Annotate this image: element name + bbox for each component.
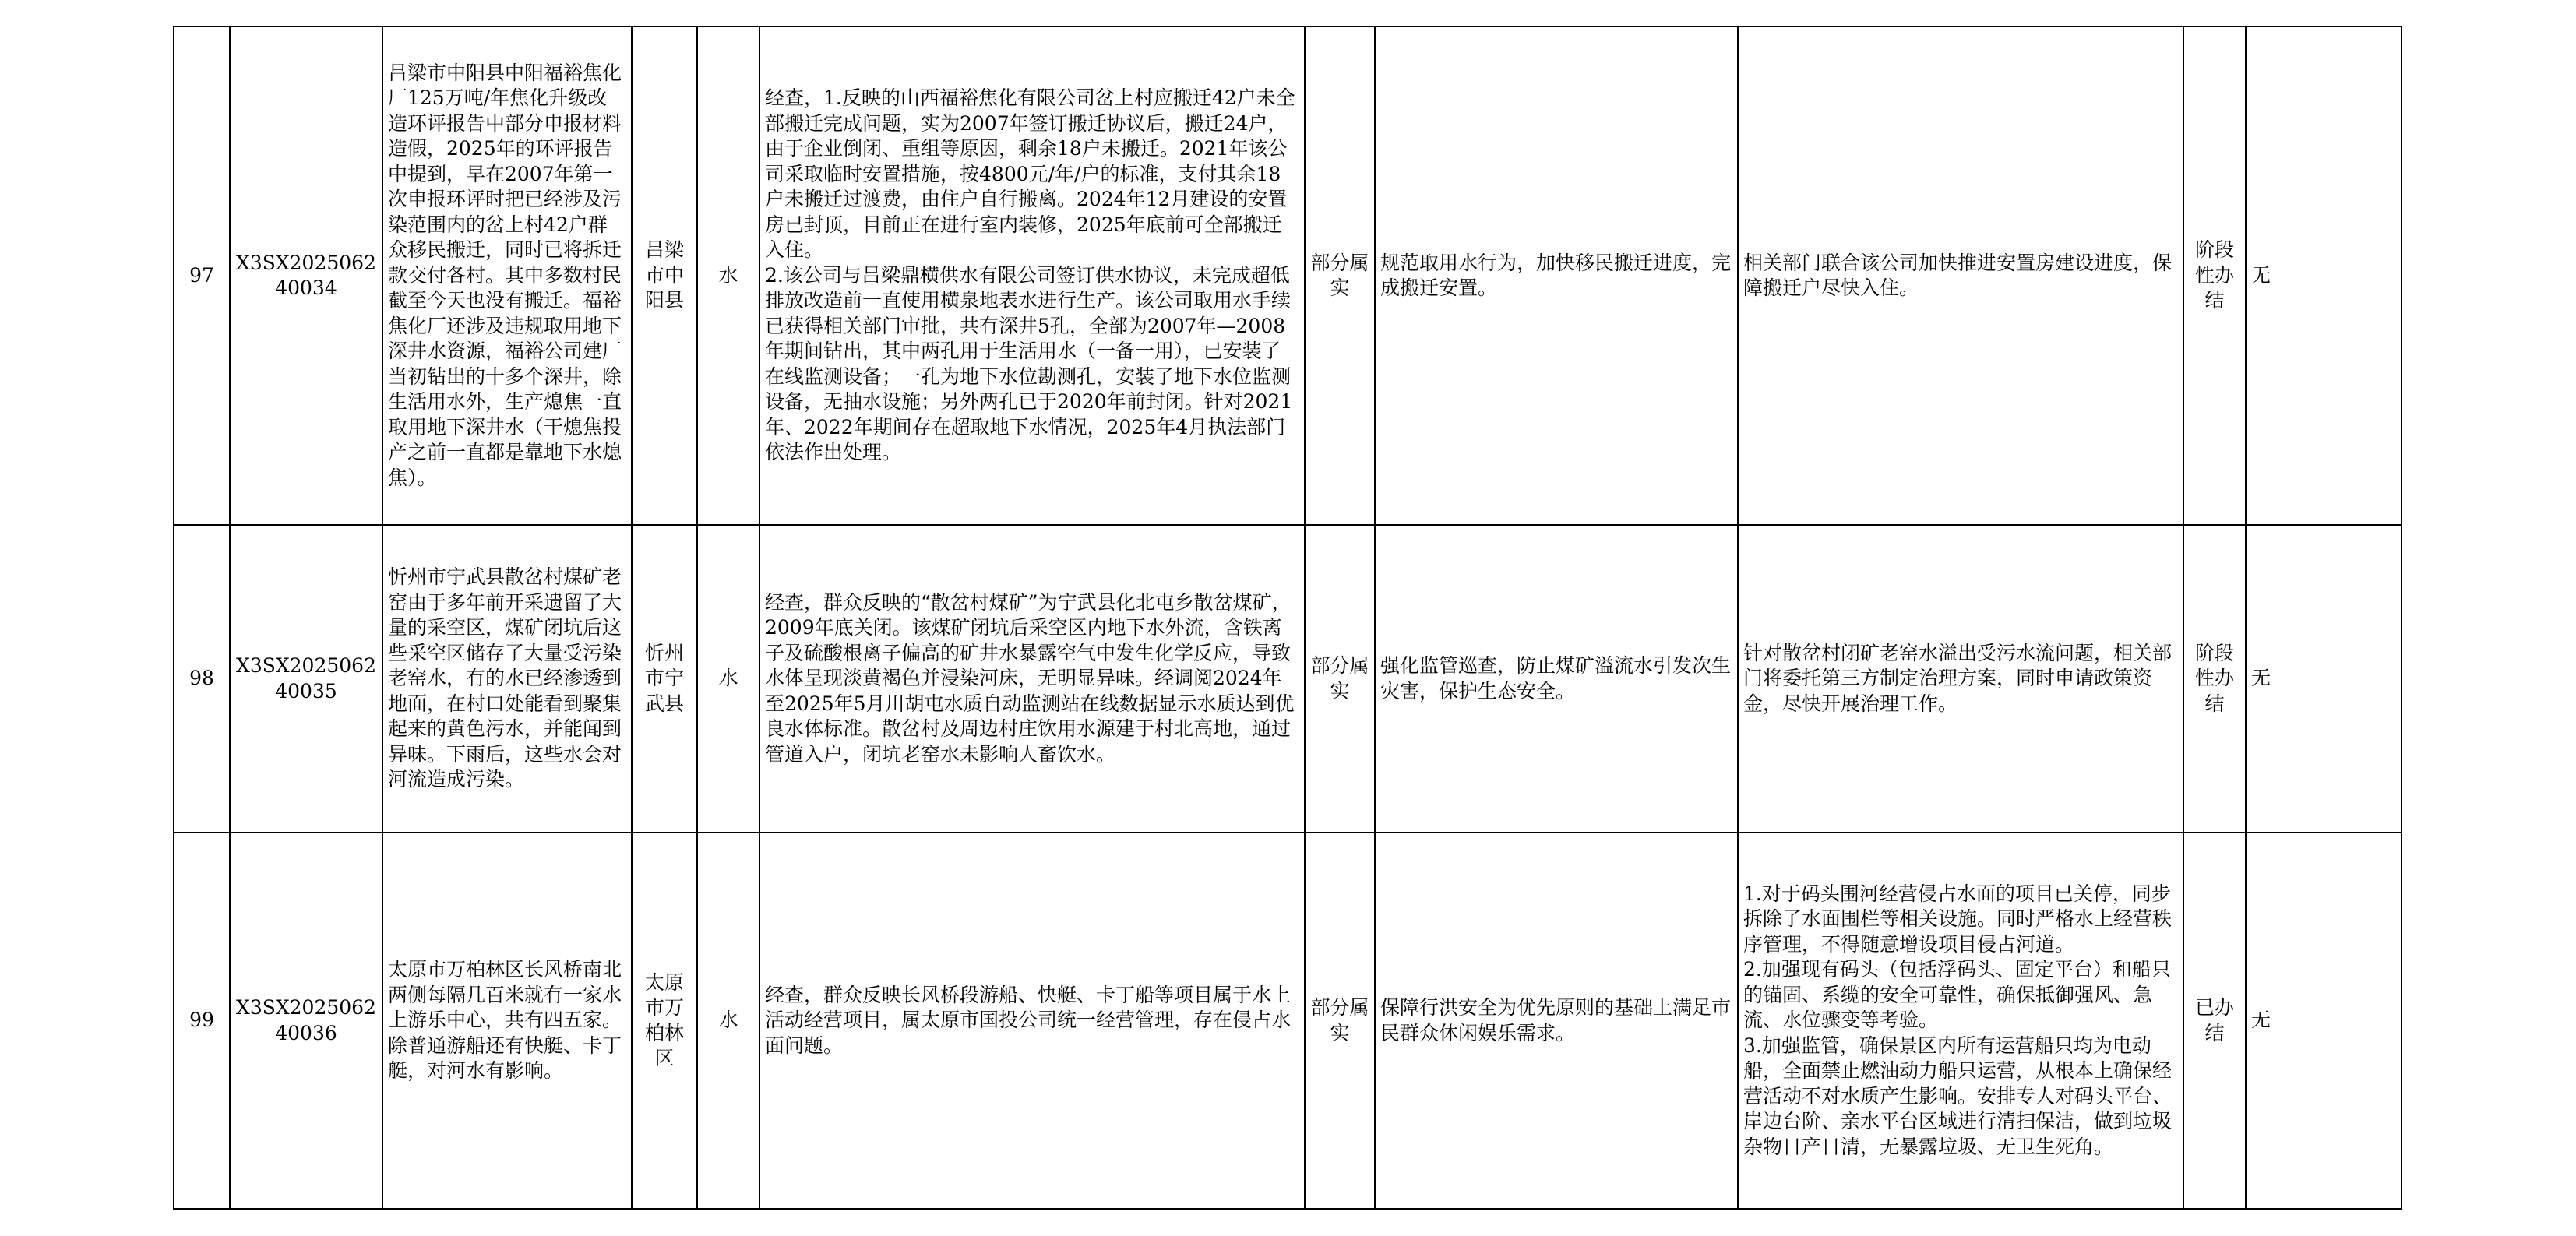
table-row	[174, 833, 2402, 1209]
rectification-measure: 强化监管巡查，防止煤矿溢流水引发次生灾害，保护生态安全。	[1375, 525, 1738, 833]
case-table	[173, 26, 2402, 1210]
case-number: 99	[174, 833, 230, 1209]
pollution-type: 水	[697, 26, 759, 525]
rectification-progress: 相关部门联合该公司加快推进安置房建设进度，保障搬迁户尽快入住。	[1738, 26, 2183, 525]
case-number: 98	[174, 525, 230, 833]
complaint-content: 忻州市宁武县散岔村煤矿老窑由于多年前开采遗留了大量的采空区，煤矿闭坑后这些采空区储存了大量受污染老窑水，有的水已经渗透到地面，在村口处能看到聚集起来的黄色污水，并能闻到异味。下雨后，这些水会对河流造成污染。	[382, 525, 632, 833]
rectification-progress: 1.对于码头围河经营侵占水面的项目已关停，同步拆除了水面围栏等相关设施。同时严格水上经营秩序管理，不得随意增设项目侵占河道。 2.加强现有码头（包括浮码头、固定平台）和船只的锚固、系缆的安全可靠性，确保抵御强风、急流、水位骤变等考验。 3.加强监管，确保景区内所有运营船只均为电动船，全面禁止燃油动力船只运营，从根本上确保经营活动不对水质产生影响。安排专人对码头平台、岸边台阶、亲水平台区域进行清扫保洁，做到垃圾杂物日产日清，无暴露垃圾、无卫生死角。	[1738, 833, 2183, 1209]
investigation-finding: 经查，1.反映的山西福裕焦化有限公司岔上村应搬迁42户未全部搬迁完成问题，实为2007年签订搬迁协议后，搬迁24户，由于企业倒闭、重组等原因，剩余18户未搬迁。2021年该公司采取临时安置措施，按4800元/年/户的标准，支付其余18户未搬迁过渡费，由住户自行搬离。2024年12月建设的安置房已封顶，目前正在进行室内装修，2025年底前可全部搬迁入住。 2.该公司与吕梁鼎横供水有限公司签订供水协议，未完成超低排放改造前一直使用横泉地表水进行生产。该公司取用水手续已获得相关部门审批，共有深井5孔，全部为2007年—2008年期间钻出，其中两孔用于生活用水（一备一用），已安装了在线监测设备；一孔为地下水位勘测孔，安装了地下水位监测设备，无抽水设施；另外两孔已于2020年前封闭。针对2021年、2022年期间存在超取地下水情况，2025年4月执法部门依法作出处理。	[759, 26, 1305, 525]
verdict: 部分属实	[1305, 26, 1375, 525]
rectification-measure: 规范取用水行为，加快移民搬迁进度，完成搬迁安置。	[1375, 26, 1738, 525]
pollution-type: 水	[697, 525, 759, 833]
verdict: 部分属实	[1305, 525, 1375, 833]
case-number: 97	[174, 26, 230, 525]
table-row	[174, 26, 2402, 525]
investigation-finding: 经查，群众反映长风桥段游船、快艇、卡丁船等项目属于水上活动经营项目，属太原市国投公司统一经营管理，存在侵占水面问题。	[759, 833, 1305, 1209]
rectification-progress: 针对散岔村闭矿老窑水溢出受污水流问题，相关部门将委托第三方制定治理方案，同时申请政策资金，尽快开展治理工作。	[1738, 525, 2183, 833]
pollution-type: 水	[697, 833, 759, 1209]
accountability: 无	[2246, 833, 2402, 1209]
rectification-measure: 保障行洪安全为优先原则的基础上满足市民群众休闲娱乐需求。	[1375, 833, 1738, 1209]
status: 已办结	[2183, 833, 2246, 1209]
verdict: 部分属实	[1305, 833, 1375, 1209]
region: 忻州市宁武县	[632, 525, 697, 833]
status: 阶段性办结	[2183, 525, 2246, 833]
case-code: X3SX202506240035	[230, 525, 382, 833]
region: 吕梁市中阳县	[632, 26, 697, 525]
complaint-content: 太原市万柏林区长风桥南北两侧每隔几百米就有一家水上游乐中心，共有四五家。除普通游船还有快艇、卡丁艇，对河水有影响。	[382, 833, 632, 1209]
complaint-content: 吕梁市中阳县中阳福裕焦化厂125万吨/年焦化升级改造环评报告中部分申报材料造假，2025年的环评报告中提到，早在2007年第一次申报环评时把已经涉及污染范围内的岔上村42户群众移民搬迁，同时已将拆迁款交付各村。其中多数村民截至今天也没有搬迁。福裕焦化厂还涉及违规取用地下深井水资源，福裕公司建厂当初钻出的十多个深井，除生活用水外，生产熄焦一直取用地下深井水（干熄焦投产之前一直都是靠地下水熄焦）。	[382, 26, 632, 525]
accountability: 无	[2246, 525, 2402, 833]
case-code: X3SX202506240034	[230, 26, 382, 525]
table-row	[174, 525, 2402, 833]
investigation-finding: 经查，群众反映的“散岔村煤矿”为宁武县化北屯乡散岔煤矿，2009年底关闭。该煤矿闭坑后采空区内地下水外流，含铁离子及硫酸根离子偏高的矿井水暴露空气中发生化学反应，导致水体呈现淡黄褐色并浸染河床，无明显异味。经调阅2024年至2025年5月川胡屯水质自动监测站在线数据显示水质达到优良水体标准。散岔村及周边村庄饮用水源建于村北高地，通过管道入户，闭坑老窑水未影响人畜饮水。	[759, 525, 1305, 833]
region: 太原市万柏林区	[632, 833, 697, 1209]
status: 阶段性办结	[2183, 26, 2246, 525]
case-code: X3SX202506240036	[230, 833, 382, 1209]
accountability: 无	[2246, 26, 2402, 525]
